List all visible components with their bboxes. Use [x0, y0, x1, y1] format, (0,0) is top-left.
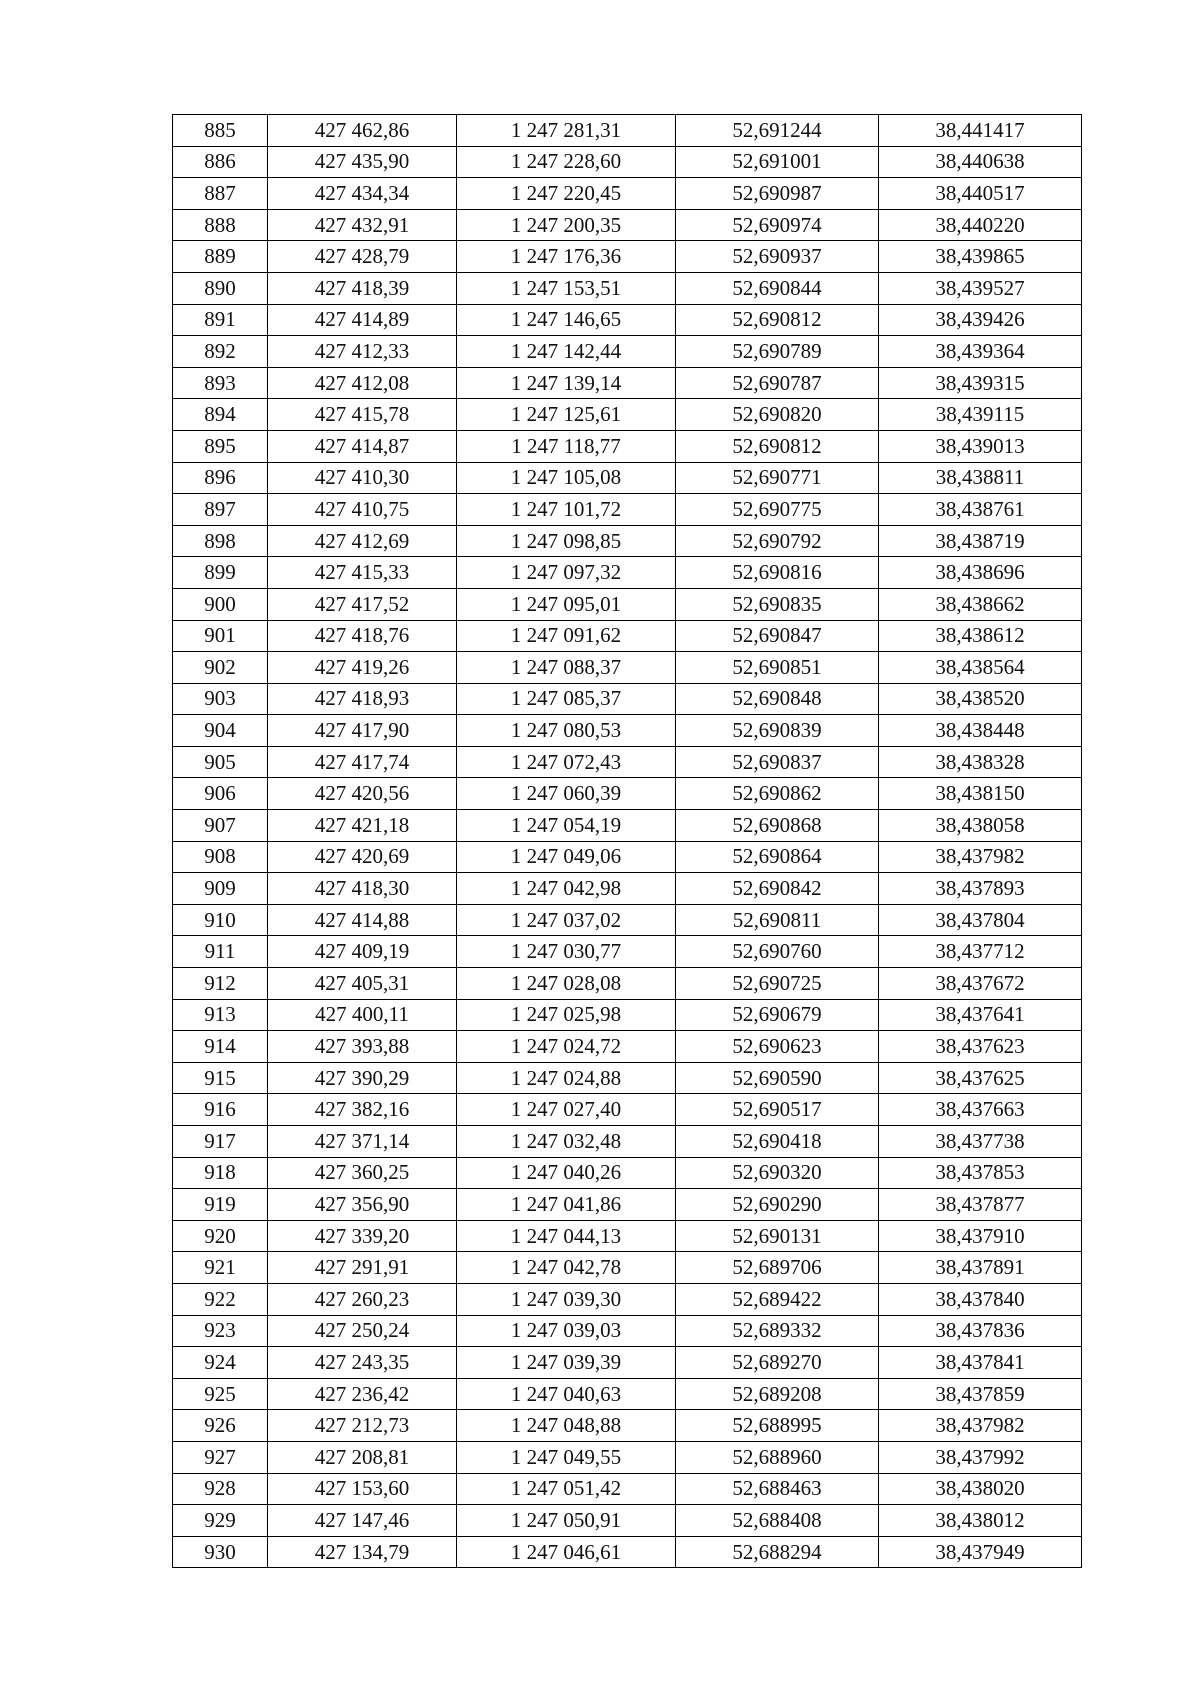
y-coordinate-cell: 1 247 049,55 [457, 1441, 676, 1473]
x-coordinate-cell: 427 243,35 [268, 1347, 457, 1379]
table-row [173, 904, 1082, 936]
y-coordinate-cell: 1 247 220,45 [457, 178, 676, 210]
latitude-cell: 52,688463 [676, 1473, 879, 1505]
x-coordinate-cell: 427 420,69 [268, 841, 457, 873]
table-row [173, 1347, 1082, 1379]
x-coordinate-cell: 427 419,26 [268, 652, 457, 684]
y-coordinate-cell: 1 247 176,36 [457, 241, 676, 273]
y-coordinate-cell: 1 247 039,03 [457, 1315, 676, 1347]
point-number-cell: 913 [173, 999, 268, 1031]
point-number-cell: 888 [173, 209, 268, 241]
x-coordinate-cell: 427 134,79 [268, 1536, 457, 1568]
y-coordinate-cell: 1 247 095,01 [457, 588, 676, 620]
point-number-cell: 928 [173, 1473, 268, 1505]
latitude-cell: 52,690812 [676, 430, 879, 462]
x-coordinate-cell: 427 390,29 [268, 1062, 457, 1094]
longitude-cell: 38,437623 [879, 1031, 1082, 1063]
x-coordinate-cell: 427 420,56 [268, 778, 457, 810]
x-coordinate-cell: 427 410,75 [268, 494, 457, 526]
latitude-cell: 52,690837 [676, 746, 879, 778]
longitude-cell: 38,437859 [879, 1378, 1082, 1410]
table-row [173, 525, 1082, 557]
longitude-cell: 38,438564 [879, 652, 1082, 684]
point-number-cell: 924 [173, 1347, 268, 1379]
x-coordinate-cell: 427 393,88 [268, 1031, 457, 1063]
longitude-cell: 38,439426 [879, 304, 1082, 336]
x-coordinate-cell: 427 356,90 [268, 1189, 457, 1221]
table-row [173, 683, 1082, 715]
table-row [173, 588, 1082, 620]
latitude-cell: 52,690937 [676, 241, 879, 273]
point-number-cell: 908 [173, 841, 268, 873]
point-number-cell: 886 [173, 146, 268, 178]
table-row [173, 1441, 1082, 1473]
longitude-cell: 38,438811 [879, 462, 1082, 494]
x-coordinate-cell: 427 428,79 [268, 241, 457, 273]
longitude-cell: 38,439115 [879, 399, 1082, 431]
table-row [173, 1283, 1082, 1315]
point-number-cell: 907 [173, 810, 268, 842]
table-row [173, 715, 1082, 747]
longitude-cell: 38,438719 [879, 525, 1082, 557]
table-row [173, 968, 1082, 1000]
table-row [173, 1189, 1082, 1221]
longitude-cell: 38,439364 [879, 336, 1082, 368]
y-coordinate-cell: 1 247 027,40 [457, 1094, 676, 1126]
point-number-cell: 894 [173, 399, 268, 431]
latitude-cell: 52,688960 [676, 1441, 879, 1473]
table-row [173, 1378, 1082, 1410]
latitude-cell: 52,690771 [676, 462, 879, 494]
coordinates-table [172, 114, 1082, 1568]
longitude-cell: 38,437877 [879, 1189, 1082, 1221]
longitude-cell: 38,437663 [879, 1094, 1082, 1126]
latitude-cell: 52,690679 [676, 999, 879, 1031]
latitude-cell: 52,690835 [676, 588, 879, 620]
longitude-cell: 38,438012 [879, 1505, 1082, 1537]
y-coordinate-cell: 1 247 054,19 [457, 810, 676, 842]
point-number-cell: 903 [173, 683, 268, 715]
table-row [173, 746, 1082, 778]
longitude-cell: 38,437738 [879, 1126, 1082, 1158]
latitude-cell: 52,688408 [676, 1505, 879, 1537]
point-number-cell: 910 [173, 904, 268, 936]
point-number-cell: 906 [173, 778, 268, 810]
x-coordinate-cell: 427 414,88 [268, 904, 457, 936]
x-coordinate-cell: 427 212,73 [268, 1410, 457, 1442]
x-coordinate-cell: 427 432,91 [268, 209, 457, 241]
x-coordinate-cell: 427 418,93 [268, 683, 457, 715]
longitude-cell: 38,438020 [879, 1473, 1082, 1505]
x-coordinate-cell: 427 410,30 [268, 462, 457, 494]
y-coordinate-cell: 1 247 039,30 [457, 1283, 676, 1315]
y-coordinate-cell: 1 247 142,44 [457, 336, 676, 368]
x-coordinate-cell: 427 339,20 [268, 1220, 457, 1252]
latitude-cell: 52,690517 [676, 1094, 879, 1126]
point-number-cell: 893 [173, 367, 268, 399]
latitude-cell: 52,689332 [676, 1315, 879, 1347]
latitude-cell: 52,690290 [676, 1189, 879, 1221]
x-coordinate-cell: 427 409,19 [268, 936, 457, 968]
point-number-cell: 927 [173, 1441, 268, 1473]
longitude-cell: 38,440220 [879, 209, 1082, 241]
point-number-cell: 900 [173, 588, 268, 620]
x-coordinate-cell: 427 412,69 [268, 525, 457, 557]
longitude-cell: 38,437804 [879, 904, 1082, 936]
table-row [173, 209, 1082, 241]
table-row [173, 1505, 1082, 1537]
table-row [173, 462, 1082, 494]
longitude-cell: 38,437672 [879, 968, 1082, 1000]
y-coordinate-cell: 1 247 025,98 [457, 999, 676, 1031]
table-row [173, 1536, 1082, 1568]
point-number-cell: 929 [173, 1505, 268, 1537]
point-number-cell: 905 [173, 746, 268, 778]
latitude-cell: 52,690725 [676, 968, 879, 1000]
point-number-cell: 890 [173, 272, 268, 304]
point-number-cell: 922 [173, 1283, 268, 1315]
y-coordinate-cell: 1 247 046,61 [457, 1536, 676, 1568]
y-coordinate-cell: 1 247 101,72 [457, 494, 676, 526]
point-number-cell: 921 [173, 1252, 268, 1284]
y-coordinate-cell: 1 247 032,48 [457, 1126, 676, 1158]
table-row [173, 936, 1082, 968]
table-row [173, 336, 1082, 368]
point-number-cell: 918 [173, 1157, 268, 1189]
table-row [173, 367, 1082, 399]
longitude-cell: 38,437910 [879, 1220, 1082, 1252]
point-number-cell: 925 [173, 1378, 268, 1410]
longitude-cell: 38,438150 [879, 778, 1082, 810]
table-row [173, 1252, 1082, 1284]
latitude-cell: 52,690987 [676, 178, 879, 210]
y-coordinate-cell: 1 247 060,39 [457, 778, 676, 810]
longitude-cell: 38,438328 [879, 746, 1082, 778]
point-number-cell: 915 [173, 1062, 268, 1094]
latitude-cell: 52,689208 [676, 1378, 879, 1410]
x-coordinate-cell: 427 400,11 [268, 999, 457, 1031]
point-number-cell: 899 [173, 557, 268, 589]
table-row [173, 304, 1082, 336]
latitude-cell: 52,691001 [676, 146, 879, 178]
x-coordinate-cell: 427 417,52 [268, 588, 457, 620]
y-coordinate-cell: 1 247 048,88 [457, 1410, 676, 1442]
point-number-cell: 920 [173, 1220, 268, 1252]
point-number-cell: 930 [173, 1536, 268, 1568]
y-coordinate-cell: 1 247 097,32 [457, 557, 676, 589]
latitude-cell: 52,688995 [676, 1410, 879, 1442]
y-coordinate-cell: 1 247 146,65 [457, 304, 676, 336]
y-coordinate-cell: 1 247 200,35 [457, 209, 676, 241]
y-coordinate-cell: 1 247 088,37 [457, 652, 676, 684]
longitude-cell: 38,437853 [879, 1157, 1082, 1189]
point-number-cell: 891 [173, 304, 268, 336]
point-number-cell: 926 [173, 1410, 268, 1442]
point-number-cell: 916 [173, 1094, 268, 1126]
y-coordinate-cell: 1 247 153,51 [457, 272, 676, 304]
x-coordinate-cell: 427 371,14 [268, 1126, 457, 1158]
longitude-cell: 38,437836 [879, 1315, 1082, 1347]
point-number-cell: 904 [173, 715, 268, 747]
latitude-cell: 52,688294 [676, 1536, 879, 1568]
point-number-cell: 889 [173, 241, 268, 273]
longitude-cell: 38,438612 [879, 620, 1082, 652]
latitude-cell: 52,690848 [676, 683, 879, 715]
longitude-cell: 38,437949 [879, 1536, 1082, 1568]
longitude-cell: 38,439865 [879, 241, 1082, 273]
latitude-cell: 52,690811 [676, 904, 879, 936]
y-coordinate-cell: 1 247 037,02 [457, 904, 676, 936]
table-row [173, 494, 1082, 526]
point-number-cell: 892 [173, 336, 268, 368]
longitude-cell: 38,437712 [879, 936, 1082, 968]
y-coordinate-cell: 1 247 098,85 [457, 525, 676, 557]
x-coordinate-cell: 427 208,81 [268, 1441, 457, 1473]
table-row [173, 430, 1082, 462]
latitude-cell: 52,691244 [676, 115, 879, 147]
longitude-cell: 38,438058 [879, 810, 1082, 842]
x-coordinate-cell: 427 417,90 [268, 715, 457, 747]
longitude-cell: 38,439013 [879, 430, 1082, 462]
latitude-cell: 52,690851 [676, 652, 879, 684]
x-coordinate-cell: 427 462,86 [268, 115, 457, 147]
y-coordinate-cell: 1 247 024,72 [457, 1031, 676, 1063]
latitude-cell: 52,690820 [676, 399, 879, 431]
x-coordinate-cell: 427 417,74 [268, 746, 457, 778]
y-coordinate-cell: 1 247 051,42 [457, 1473, 676, 1505]
latitude-cell: 52,690789 [676, 336, 879, 368]
table-row [173, 841, 1082, 873]
x-coordinate-cell: 427 434,34 [268, 178, 457, 210]
longitude-cell: 38,439315 [879, 367, 1082, 399]
y-coordinate-cell: 1 247 040,26 [457, 1157, 676, 1189]
table-row [173, 1315, 1082, 1347]
y-coordinate-cell: 1 247 085,37 [457, 683, 676, 715]
x-coordinate-cell: 427 360,25 [268, 1157, 457, 1189]
latitude-cell: 52,689422 [676, 1283, 879, 1315]
y-coordinate-cell: 1 247 050,91 [457, 1505, 676, 1537]
table-row [173, 399, 1082, 431]
y-coordinate-cell: 1 247 281,31 [457, 115, 676, 147]
y-coordinate-cell: 1 247 028,08 [457, 968, 676, 1000]
y-coordinate-cell: 1 247 228,60 [457, 146, 676, 178]
x-coordinate-cell: 427 147,46 [268, 1505, 457, 1537]
x-coordinate-cell: 427 260,23 [268, 1283, 457, 1315]
table-row [173, 1062, 1082, 1094]
point-number-cell: 914 [173, 1031, 268, 1063]
point-number-cell: 898 [173, 525, 268, 557]
y-coordinate-cell: 1 247 040,63 [457, 1378, 676, 1410]
longitude-cell: 38,437891 [879, 1252, 1082, 1284]
table-row [173, 620, 1082, 652]
x-coordinate-cell: 427 414,87 [268, 430, 457, 462]
x-coordinate-cell: 427 405,31 [268, 968, 457, 1000]
y-coordinate-cell: 1 247 080,53 [457, 715, 676, 747]
y-coordinate-cell: 1 247 072,43 [457, 746, 676, 778]
y-coordinate-cell: 1 247 125,61 [457, 399, 676, 431]
x-coordinate-cell: 427 291,91 [268, 1252, 457, 1284]
longitude-cell: 38,441417 [879, 115, 1082, 147]
latitude-cell: 52,690974 [676, 209, 879, 241]
point-number-cell: 885 [173, 115, 268, 147]
table-row [173, 241, 1082, 273]
coordinates-table-body [173, 115, 1082, 1568]
x-coordinate-cell: 427 415,78 [268, 399, 457, 431]
y-coordinate-cell: 1 247 118,77 [457, 430, 676, 462]
latitude-cell: 52,690623 [676, 1031, 879, 1063]
longitude-cell: 38,438520 [879, 683, 1082, 715]
point-number-cell: 897 [173, 494, 268, 526]
latitude-cell: 52,690131 [676, 1220, 879, 1252]
longitude-cell: 38,438761 [879, 494, 1082, 526]
latitude-cell: 52,690418 [676, 1126, 879, 1158]
x-coordinate-cell: 427 418,39 [268, 272, 457, 304]
table-row [173, 1031, 1082, 1063]
y-coordinate-cell: 1 247 105,08 [457, 462, 676, 494]
table-row [173, 873, 1082, 905]
table-row [173, 810, 1082, 842]
latitude-cell: 52,690590 [676, 1062, 879, 1094]
point-number-cell: 902 [173, 652, 268, 684]
table-row [173, 115, 1082, 147]
y-coordinate-cell: 1 247 024,88 [457, 1062, 676, 1094]
x-coordinate-cell: 427 415,33 [268, 557, 457, 589]
longitude-cell: 38,438662 [879, 588, 1082, 620]
table-row [173, 1410, 1082, 1442]
x-coordinate-cell: 427 250,24 [268, 1315, 457, 1347]
table-row [173, 1094, 1082, 1126]
point-number-cell: 901 [173, 620, 268, 652]
table-row [173, 778, 1082, 810]
longitude-cell: 38,438696 [879, 557, 1082, 589]
point-number-cell: 887 [173, 178, 268, 210]
x-coordinate-cell: 427 153,60 [268, 1473, 457, 1505]
x-coordinate-cell: 427 412,33 [268, 336, 457, 368]
longitude-cell: 38,437840 [879, 1283, 1082, 1315]
point-number-cell: 896 [173, 462, 268, 494]
latitude-cell: 52,689706 [676, 1252, 879, 1284]
latitude-cell: 52,690842 [676, 873, 879, 905]
y-coordinate-cell: 1 247 041,86 [457, 1189, 676, 1221]
point-number-cell: 919 [173, 1189, 268, 1221]
point-number-cell: 917 [173, 1126, 268, 1158]
longitude-cell: 38,440517 [879, 178, 1082, 210]
latitude-cell: 52,690320 [676, 1157, 879, 1189]
latitude-cell: 52,689270 [676, 1347, 879, 1379]
x-coordinate-cell: 427 418,30 [268, 873, 457, 905]
longitude-cell: 38,438448 [879, 715, 1082, 747]
latitude-cell: 52,690839 [676, 715, 879, 747]
latitude-cell: 52,690844 [676, 272, 879, 304]
point-number-cell: 923 [173, 1315, 268, 1347]
longitude-cell: 38,437982 [879, 841, 1082, 873]
longitude-cell: 38,437992 [879, 1441, 1082, 1473]
latitude-cell: 52,690775 [676, 494, 879, 526]
table-row [173, 1126, 1082, 1158]
table-row [173, 1473, 1082, 1505]
longitude-cell: 38,440638 [879, 146, 1082, 178]
longitude-cell: 38,439527 [879, 272, 1082, 304]
table-row [173, 999, 1082, 1031]
x-coordinate-cell: 427 412,08 [268, 367, 457, 399]
longitude-cell: 38,437841 [879, 1347, 1082, 1379]
table-row [173, 557, 1082, 589]
longitude-cell: 38,437641 [879, 999, 1082, 1031]
longitude-cell: 38,437625 [879, 1062, 1082, 1094]
latitude-cell: 52,690760 [676, 936, 879, 968]
latitude-cell: 52,690862 [676, 778, 879, 810]
table-row [173, 652, 1082, 684]
y-coordinate-cell: 1 247 049,06 [457, 841, 676, 873]
point-number-cell: 911 [173, 936, 268, 968]
point-number-cell: 909 [173, 873, 268, 905]
x-coordinate-cell: 427 382,16 [268, 1094, 457, 1126]
point-number-cell: 895 [173, 430, 268, 462]
table-row [173, 178, 1082, 210]
latitude-cell: 52,690812 [676, 304, 879, 336]
y-coordinate-cell: 1 247 091,62 [457, 620, 676, 652]
x-coordinate-cell: 427 418,76 [268, 620, 457, 652]
table-row [173, 146, 1082, 178]
y-coordinate-cell: 1 247 044,13 [457, 1220, 676, 1252]
y-coordinate-cell: 1 247 042,98 [457, 873, 676, 905]
latitude-cell: 52,690864 [676, 841, 879, 873]
longitude-cell: 38,437982 [879, 1410, 1082, 1442]
latitude-cell: 52,690847 [676, 620, 879, 652]
x-coordinate-cell: 427 414,89 [268, 304, 457, 336]
table-row [173, 272, 1082, 304]
x-coordinate-cell: 427 236,42 [268, 1378, 457, 1410]
y-coordinate-cell: 1 247 139,14 [457, 367, 676, 399]
point-number-cell: 912 [173, 968, 268, 1000]
y-coordinate-cell: 1 247 042,78 [457, 1252, 676, 1284]
latitude-cell: 52,690868 [676, 810, 879, 842]
latitude-cell: 52,690787 [676, 367, 879, 399]
latitude-cell: 52,690816 [676, 557, 879, 589]
x-coordinate-cell: 427 421,18 [268, 810, 457, 842]
latitude-cell: 52,690792 [676, 525, 879, 557]
table-row [173, 1157, 1082, 1189]
longitude-cell: 38,437893 [879, 873, 1082, 905]
y-coordinate-cell: 1 247 030,77 [457, 936, 676, 968]
table-row [173, 1220, 1082, 1252]
x-coordinate-cell: 427 435,90 [268, 146, 457, 178]
y-coordinate-cell: 1 247 039,39 [457, 1347, 676, 1379]
